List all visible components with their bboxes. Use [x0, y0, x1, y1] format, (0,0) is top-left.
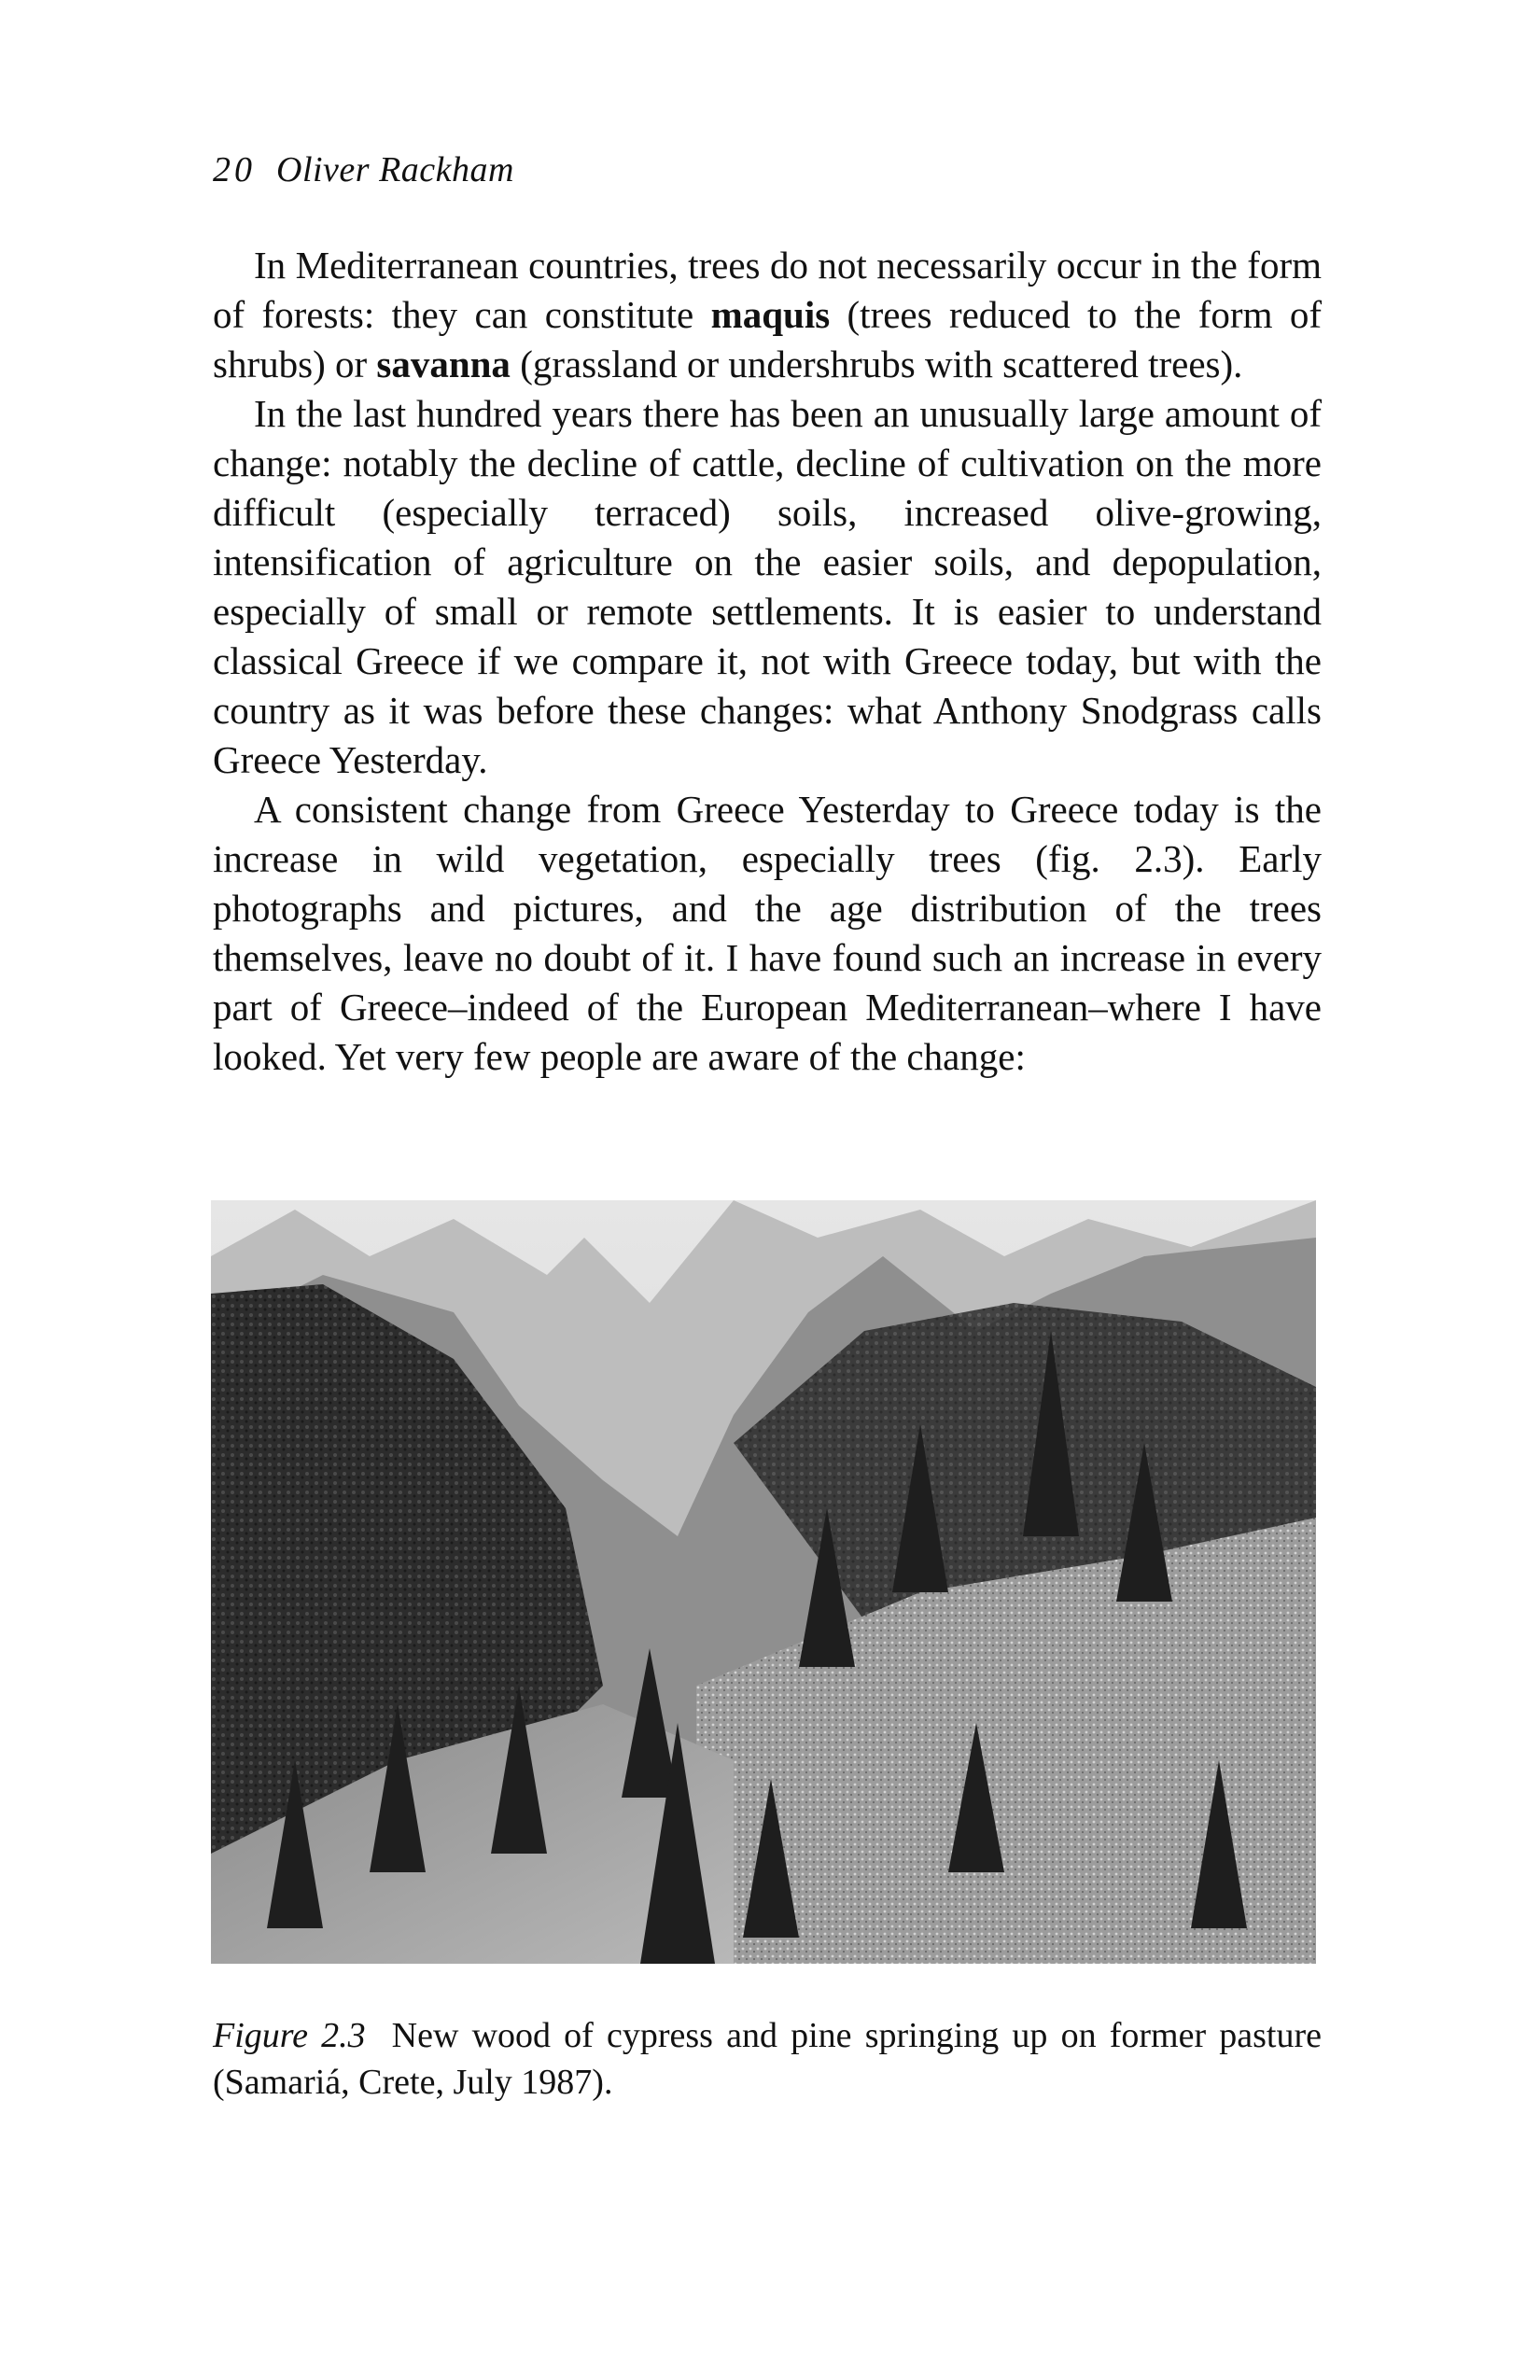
paragraph-1-text-b: (trees reduced to the form of shrubs) or [213, 293, 1322, 385]
paragraph-1-text-a: In Mediterranean countries, trees do not necessarily occur in the form of forests: they can constitute [213, 244, 1322, 336]
mountain-valley-photo [211, 1200, 1316, 1964]
figure-photograph [211, 1200, 1316, 1964]
running-header [213, 149, 514, 190]
term-savanna: savanna [376, 343, 511, 385]
term-maquis: maquis [710, 293, 831, 336]
body-text [213, 241, 1322, 1082]
paragraph-2: In the last hundred years there has been an unusually large amount of change: notably the decline of cattle, decline of cultivation on the more difficult (especially terraced) soils, increased olive-growing, intensification of agriculture on the easier soils, and depopulation, especially of small or remote settlements. It is easier to understand classical Greece if we compare it, not with Greece today, but with the country as it was before these changes: what Anthony Snodgrass calls Greece Yesterday. [213, 392, 1322, 781]
figure-caption-text: New wood of cypress and pine springing up on former pasture (Samariá, Crete, July 1987). [213, 2016, 1322, 2102]
figure-caption [213, 2012, 1322, 2106]
running-head-author: Oliver Rackham [276, 150, 514, 189]
paragraph-3: A consistent change from Greece Yesterday to Greece today is the increase in wild vegetation, especially trees (fig. 2.3). Early photographs and pictures, and the age distribution of the trees themselves, leave no doubt of it. I have found such an increase in every part of Greece–indeed of the European Mediterranean–where I have looked. Yet very few people are aware of the change: [213, 788, 1322, 1078]
paragraph-1-text-c: (grassland or undershrubs with scattered trees). [510, 343, 1243, 385]
figure-label: Figure 2.3 [213, 2016, 366, 2055]
page-number: 20 [213, 150, 256, 189]
paragraph-1 [213, 241, 1322, 389]
